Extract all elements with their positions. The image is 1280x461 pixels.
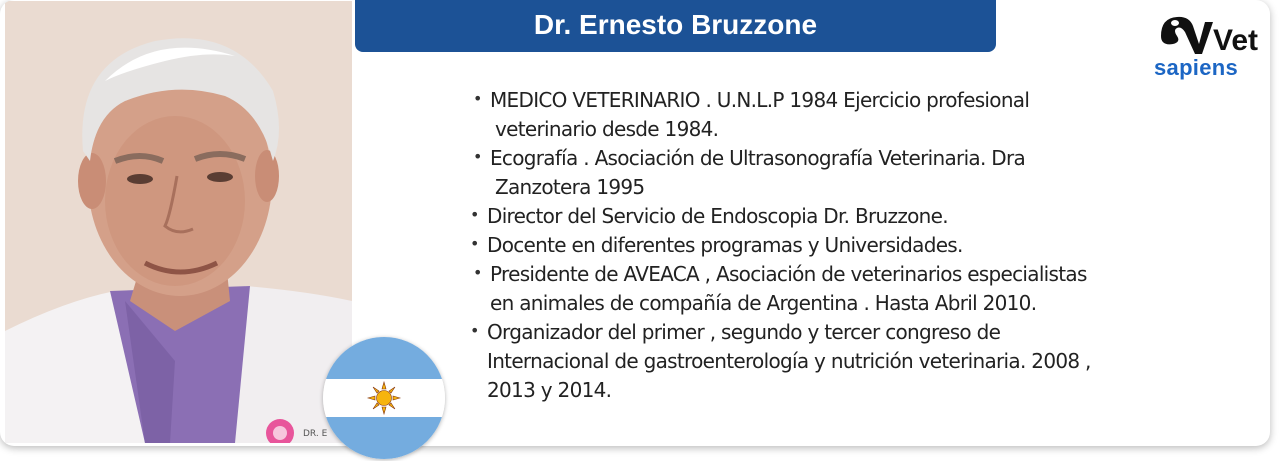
- vet-sapiens-logo: [1152, 14, 1264, 84]
- logo-top-text: Vet: [1213, 24, 1259, 56]
- bio-item: [470, 86, 1170, 144]
- bio-line: Director del Servicio de Endoscopia Dr. Bruzzone.: [487, 204, 948, 228]
- bio-line: Ecografía . Asociación de Ultrasonografía Veterinaria. Dra: [490, 146, 1026, 170]
- bio-item: [467, 231, 1170, 260]
- bio-line: veterinario desde 1984.: [495, 117, 719, 141]
- bullet-icon: •: [473, 263, 482, 282]
- bio-item: [467, 202, 1170, 231]
- speaker-name: Dr. Ernesto Bruzzone: [533, 9, 818, 40]
- bio-line: 2013 y 2014.: [487, 378, 612, 402]
- bio-line: Internacional de gastroenterología y nutrición veterinaria. 2008 ,: [487, 349, 1091, 373]
- bio-line: Presidente de AVEACA , Asociación de veterinarios especialistas: [490, 262, 1087, 286]
- bullet-icon: •: [473, 147, 482, 166]
- bio-item: [467, 318, 1170, 405]
- bullet-icon: •: [470, 205, 479, 224]
- bio-item: [470, 260, 1170, 318]
- speaker-name-header: [355, 0, 996, 52]
- bullet-icon: •: [470, 321, 479, 340]
- bio-line: Zanzotera 1995: [495, 175, 645, 199]
- bullet-icon: •: [470, 234, 479, 253]
- bio-item: [470, 144, 1170, 202]
- bio-line: en animales de compañía de Argentina . Hasta Abril 2010.: [490, 291, 1037, 315]
- argentina-flag-icon: [323, 337, 445, 459]
- bio-line: Organizador del primer , segundo y tercer congreso de: [487, 320, 1001, 344]
- vet-dog-icon: [1155, 14, 1265, 56]
- speaker-photo: [5, 1, 352, 443]
- bullet-icon: •: [473, 89, 482, 108]
- bio-line: Docente en diferentes programas y Universidades.: [487, 233, 963, 257]
- logo-sub-text: sapiens: [1154, 55, 1239, 80]
- bio-line: MEDICO VETERINARIO . U.N.L.P 1984 Ejercicio profesional: [490, 88, 1030, 112]
- bio-list: [470, 86, 1170, 405]
- coat-badge-text: DR. E: [303, 429, 328, 439]
